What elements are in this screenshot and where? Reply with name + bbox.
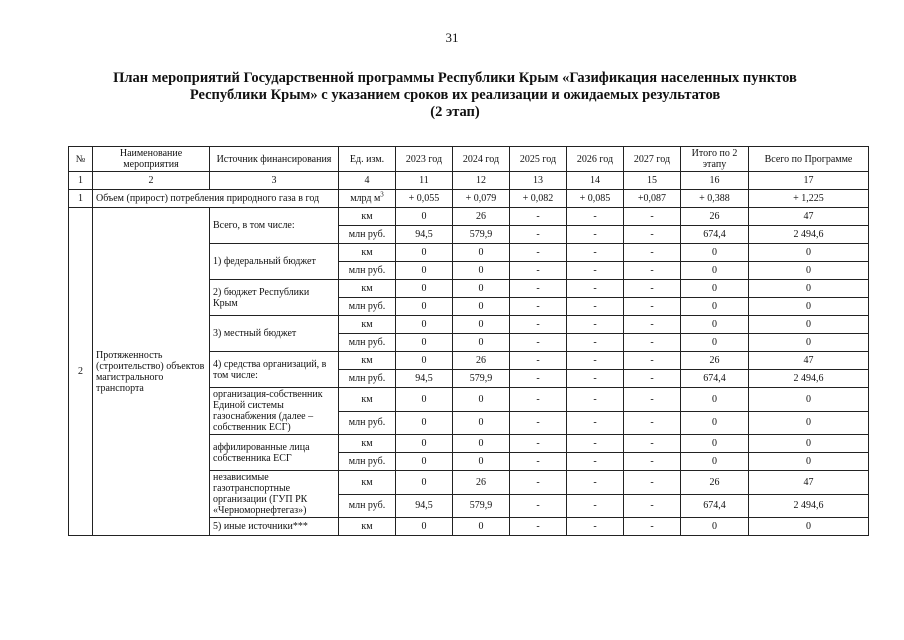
unit-cell: млн руб. <box>339 298 396 316</box>
header-2027: 2027 год <box>624 147 681 172</box>
value-cell: 0 <box>749 435 869 453</box>
value-cell: 0 <box>396 298 453 316</box>
value-cell: - <box>624 471 681 495</box>
value-cell: 0 <box>396 453 453 471</box>
value-cell: - <box>624 208 681 226</box>
value-cell: 0 <box>396 352 453 370</box>
value-cell: + 0,388 <box>681 190 749 208</box>
column-number-row <box>69 172 869 190</box>
value-cell: - <box>624 262 681 280</box>
financing-source: 4) средства организаций, в том числе: <box>210 352 339 388</box>
value-cell: 0 <box>681 453 749 471</box>
value-cell: - <box>624 411 681 435</box>
plan-table <box>68 146 869 536</box>
document-title <box>60 70 850 121</box>
col-number: 17 <box>749 172 869 190</box>
unit-cell: км <box>339 435 396 453</box>
value-cell: 674,4 <box>681 370 749 388</box>
value-cell: - <box>510 352 567 370</box>
value-cell: - <box>567 226 624 244</box>
value-cell: + 1,225 <box>749 190 869 208</box>
value-cell: - <box>624 494 681 518</box>
header-name: Наименование мероприятия <box>93 147 210 172</box>
col-number: 16 <box>681 172 749 190</box>
value-cell: - <box>567 334 624 352</box>
title-line-3: (2 этап) <box>430 104 480 120</box>
table-row <box>69 208 869 226</box>
value-cell: 0 <box>749 280 869 298</box>
header-2023: 2023 год <box>396 147 453 172</box>
value-cell: 0 <box>453 453 510 471</box>
value-cell: 0 <box>453 244 510 262</box>
value-cell: - <box>624 244 681 262</box>
value-cell: - <box>510 298 567 316</box>
value-cell: 94,5 <box>396 370 453 388</box>
value-cell: + 0,085 <box>567 190 624 208</box>
value-cell: + 0,079 <box>453 190 510 208</box>
col-number: 1 <box>69 172 93 190</box>
value-cell: - <box>567 435 624 453</box>
value-cell: 0 <box>749 244 869 262</box>
value-cell: - <box>567 388 624 412</box>
value-cell: 2 494,6 <box>749 226 869 244</box>
value-cell: 0 <box>453 435 510 453</box>
value-cell: - <box>510 435 567 453</box>
row-number: 2 <box>69 208 93 536</box>
financing-source: аффилированные лица собственника ЕСГ <box>210 435 339 471</box>
value-cell: - <box>624 226 681 244</box>
unit-text: млрд м <box>350 193 381 204</box>
unit-cell: км <box>339 471 396 495</box>
unit-cell: км <box>339 316 396 334</box>
value-cell: 0 <box>396 388 453 412</box>
value-cell: 0 <box>749 298 869 316</box>
value-cell: - <box>624 518 681 536</box>
value-cell: 26 <box>453 208 510 226</box>
value-cell: 94,5 <box>396 494 453 518</box>
value-cell: - <box>567 280 624 298</box>
value-cell: 0 <box>453 262 510 280</box>
value-cell: 0 <box>453 388 510 412</box>
value-cell: - <box>624 334 681 352</box>
value-cell: - <box>624 435 681 453</box>
unit-cell: км <box>339 244 396 262</box>
value-cell: 0 <box>749 334 869 352</box>
col-number: 2 <box>93 172 210 190</box>
value-cell: 674,4 <box>681 494 749 518</box>
header-total-stage: Итого по 2 этапу <box>681 147 749 172</box>
header-row <box>69 147 869 172</box>
value-cell: - <box>510 262 567 280</box>
value-cell: - <box>510 208 567 226</box>
value-cell: - <box>567 352 624 370</box>
value-cell: 674,4 <box>681 226 749 244</box>
unit-cell: км <box>339 518 396 536</box>
value-cell: 0 <box>396 518 453 536</box>
unit-cell: млн руб. <box>339 411 396 435</box>
value-cell: - <box>510 370 567 388</box>
value-cell: 26 <box>453 471 510 495</box>
value-cell: - <box>510 244 567 262</box>
value-cell: 94,5 <box>396 226 453 244</box>
unit-cell: млн руб. <box>339 453 396 471</box>
value-cell: 0 <box>453 411 510 435</box>
unit-cell: млн руб. <box>339 226 396 244</box>
value-cell: - <box>624 280 681 298</box>
value-cell: 26 <box>681 208 749 226</box>
value-cell: 2 494,6 <box>749 494 869 518</box>
value-cell: 0 <box>681 388 749 412</box>
header-total-program: Всего по Программе <box>749 147 869 172</box>
value-cell: - <box>624 370 681 388</box>
value-cell: 0 <box>453 316 510 334</box>
col-number: 14 <box>567 172 624 190</box>
value-cell: - <box>510 411 567 435</box>
value-cell: 0 <box>681 262 749 280</box>
value-cell: 0 <box>453 280 510 298</box>
page-number: 31 <box>445 30 459 45</box>
value-cell: - <box>624 352 681 370</box>
value-cell: 0 <box>396 334 453 352</box>
value-cell: - <box>510 518 567 536</box>
value-cell: - <box>567 453 624 471</box>
unit-cell: млн руб. <box>339 334 396 352</box>
value-cell: 0 <box>396 435 453 453</box>
value-cell: 0 <box>396 244 453 262</box>
value-cell: 0 <box>749 518 869 536</box>
row-name: Протяженность (строительство) объектов магистрального транспорта <box>93 208 210 536</box>
value-cell: 0 <box>681 316 749 334</box>
value-cell: 579,9 <box>453 370 510 388</box>
value-cell: 26 <box>453 352 510 370</box>
value-cell: 0 <box>453 298 510 316</box>
financing-source: 2) бюджет Республики Крым <box>210 280 339 316</box>
value-cell: 0 <box>749 411 869 435</box>
value-cell: 0 <box>396 280 453 298</box>
header-num: № <box>69 147 93 172</box>
value-cell: 579,9 <box>453 494 510 518</box>
value-cell: - <box>510 226 567 244</box>
value-cell: 26 <box>681 352 749 370</box>
value-cell: - <box>567 262 624 280</box>
value-cell: - <box>567 298 624 316</box>
col-number: 12 <box>453 172 510 190</box>
financing-source: организация-собственник Единой системы газоснабжения (далее – собственник ЕСГ) <box>210 388 339 435</box>
financing-source: 1) федеральный бюджет <box>210 244 339 280</box>
value-cell: - <box>510 280 567 298</box>
value-cell: 0 <box>396 316 453 334</box>
value-cell: 0 <box>681 435 749 453</box>
value-cell: 0 <box>681 334 749 352</box>
value-cell: 0 <box>681 244 749 262</box>
unit-cell: км <box>339 352 396 370</box>
value-cell: 0 <box>681 298 749 316</box>
value-cell: 0 <box>681 518 749 536</box>
unit-superscript: 3 <box>380 190 384 199</box>
value-cell: 0 <box>396 411 453 435</box>
value-cell: 47 <box>749 471 869 495</box>
unit-cell: км <box>339 388 396 412</box>
value-cell: 0 <box>681 280 749 298</box>
value-cell: 0 <box>453 334 510 352</box>
value-cell: 0 <box>749 262 869 280</box>
value-cell: - <box>510 316 567 334</box>
value-cell: 0 <box>396 262 453 280</box>
col-number: 15 <box>624 172 681 190</box>
value-cell: 47 <box>749 352 869 370</box>
value-cell: - <box>624 453 681 471</box>
row-name: Объем (прирост) потребления природного газа в год <box>93 190 339 208</box>
value-cell: + 0,055 <box>396 190 453 208</box>
row-number: 1 <box>69 190 93 208</box>
header-2025: 2025 год <box>510 147 567 172</box>
unit-cell: млн руб. <box>339 262 396 280</box>
value-cell: - <box>510 334 567 352</box>
table-row-gas-consumption <box>69 190 869 208</box>
value-cell: + 0,082 <box>510 190 567 208</box>
value-cell: - <box>567 494 624 518</box>
value-cell: - <box>624 388 681 412</box>
financing-source: Всего, в том числе: <box>210 208 339 244</box>
header-source: Источник финансирования <box>210 147 339 172</box>
value-cell: - <box>567 370 624 388</box>
table-body <box>69 147 869 536</box>
col-number: 3 <box>210 172 339 190</box>
financing-source: независимые газотранспортные организации (ГУП РК «Черноморнефтегаз») <box>210 471 339 518</box>
title-line-2: Республики Крым» с указанием сроков их реализации и ожидаемых результатов <box>189 87 721 103</box>
value-cell: +0,087 <box>624 190 681 208</box>
value-cell: - <box>510 388 567 412</box>
value-cell: 26 <box>681 471 749 495</box>
value-cell: 0 <box>749 316 869 334</box>
col-number: 13 <box>510 172 567 190</box>
value-cell: 0 <box>453 518 510 536</box>
header-unit: Ед. изм. <box>339 147 396 172</box>
title-line-1: План мероприятий Государственной программы Республики Крым «Газификация населенных пунктов <box>113 70 797 86</box>
value-cell: - <box>567 518 624 536</box>
unit-cell: км <box>339 208 396 226</box>
value-cell: - <box>510 453 567 471</box>
header-2024: 2024 год <box>453 147 510 172</box>
value-cell: - <box>567 208 624 226</box>
unit-cell: км <box>339 280 396 298</box>
value-cell: 0 <box>396 208 453 226</box>
value-cell: 0 <box>749 388 869 412</box>
col-number: 4 <box>339 172 396 190</box>
value-cell: - <box>624 316 681 334</box>
value-cell: - <box>510 494 567 518</box>
value-cell: - <box>567 471 624 495</box>
value-cell: 0 <box>396 471 453 495</box>
value-cell: - <box>567 316 624 334</box>
value-cell: - <box>510 471 567 495</box>
col-number: 11 <box>396 172 453 190</box>
value-cell: 0 <box>681 411 749 435</box>
value-cell: 0 <box>749 453 869 471</box>
value-cell: - <box>567 244 624 262</box>
value-cell: - <box>624 298 681 316</box>
unit-cell: млн руб. <box>339 370 396 388</box>
unit-cell: млн руб. <box>339 494 396 518</box>
value-cell: - <box>567 411 624 435</box>
row-unit <box>339 190 396 208</box>
value-cell: 579,9 <box>453 226 510 244</box>
value-cell: 47 <box>749 208 869 226</box>
header-2026: 2026 год <box>567 147 624 172</box>
value-cell: 2 494,6 <box>749 370 869 388</box>
financing-source: 3) местный бюджет <box>210 316 339 352</box>
financing-source: 5) иные источники*** <box>210 518 339 536</box>
